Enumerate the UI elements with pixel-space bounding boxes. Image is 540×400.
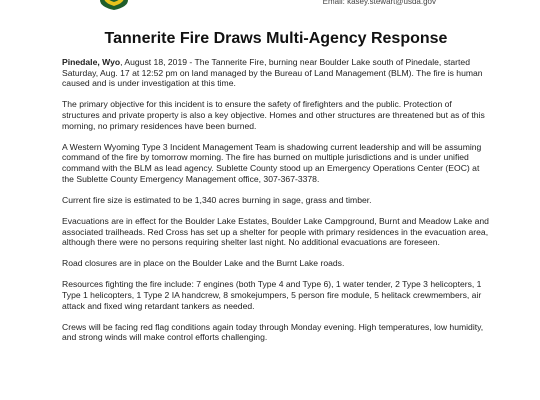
- paragraph-command: A Western Wyoming Type 3 Incident Management Team is shadowing current leadership and will be assuming command of the fire by tomorrow morning. The fire has burned on multiple jurisdictions and is under unified command with the BLM as lead agency. Sublette County stood up an Emergency Operations Center (EOC) at the Sublette County Emergency Management office, 307-367-3378.: [62, 141, 482, 184]
- paragraph-objectives: The primary objective for this incident is to ensure the safety of firefighters and the public. Protection of structures and private property is also a key objective. Homes and other structures are threatened but as of this morning, no primary residences have been burned.: [62, 99, 485, 131]
- release-title: Tannerite Fire Draws Multi-Agency Response: [104, 30, 448, 47]
- letterhead: [0, 0, 540, 14]
- contact-email: Email: kasey.stewart@usda.gov: [322, 0, 436, 6]
- dateline: Pinedale, Wyo: [62, 57, 121, 67]
- paragraph-conditions: Crews will be facing red flag conditions again today through Monday evening. High temperatures, low humidity, and strong winds will make control efforts challenging.: [62, 321, 484, 343]
- press-release: [62, 30, 490, 354]
- agency-shield-icon: [98, 0, 130, 10]
- paragraph-fire-size: Current fire size is estimated to be 1,340 acres burning in sage, grass and timber.: [62, 194, 372, 205]
- paragraph-road-closures: Road closures are in place on the Boulder Lake and the Burnt Lake roads.: [62, 258, 345, 269]
- paragraph-dateline: [62, 57, 490, 89]
- paragraph-text: , August 18, 2019 - The Tannerite Fire, burning near Boulder Lake south of Pinedale, started Saturday, Aug. 17 at 12:52 pm on land managed by the Bureau of Land Management (BLM). The fire is human caused and is under investigation at this time.: [62, 57, 483, 89]
- paragraph-evacuations: Evacuations are in effect for the Boulder Lake Estates, Boulder Lake Campground, Burnt and Meadow Lake and associated trailheads. Red Cross has set up a shelter for people with primary residences in the evacuation area, although there were no persons requiring shelter last night. No additional evacuations are foreseen.: [62, 215, 489, 248]
- paragraph-resources: Resources fighting the fire include: 7 engines (both Type 4 and Type 6), 1 water tender, 2 Type 3 helicopters, 1 Type 1 helicopters, 1 Type 2 IA handcrew, 8 smokejumpers, 5 person fire module, 5 helitack crewmembers, air attack and fixed wing retardant tankers as needed.: [62, 279, 482, 311]
